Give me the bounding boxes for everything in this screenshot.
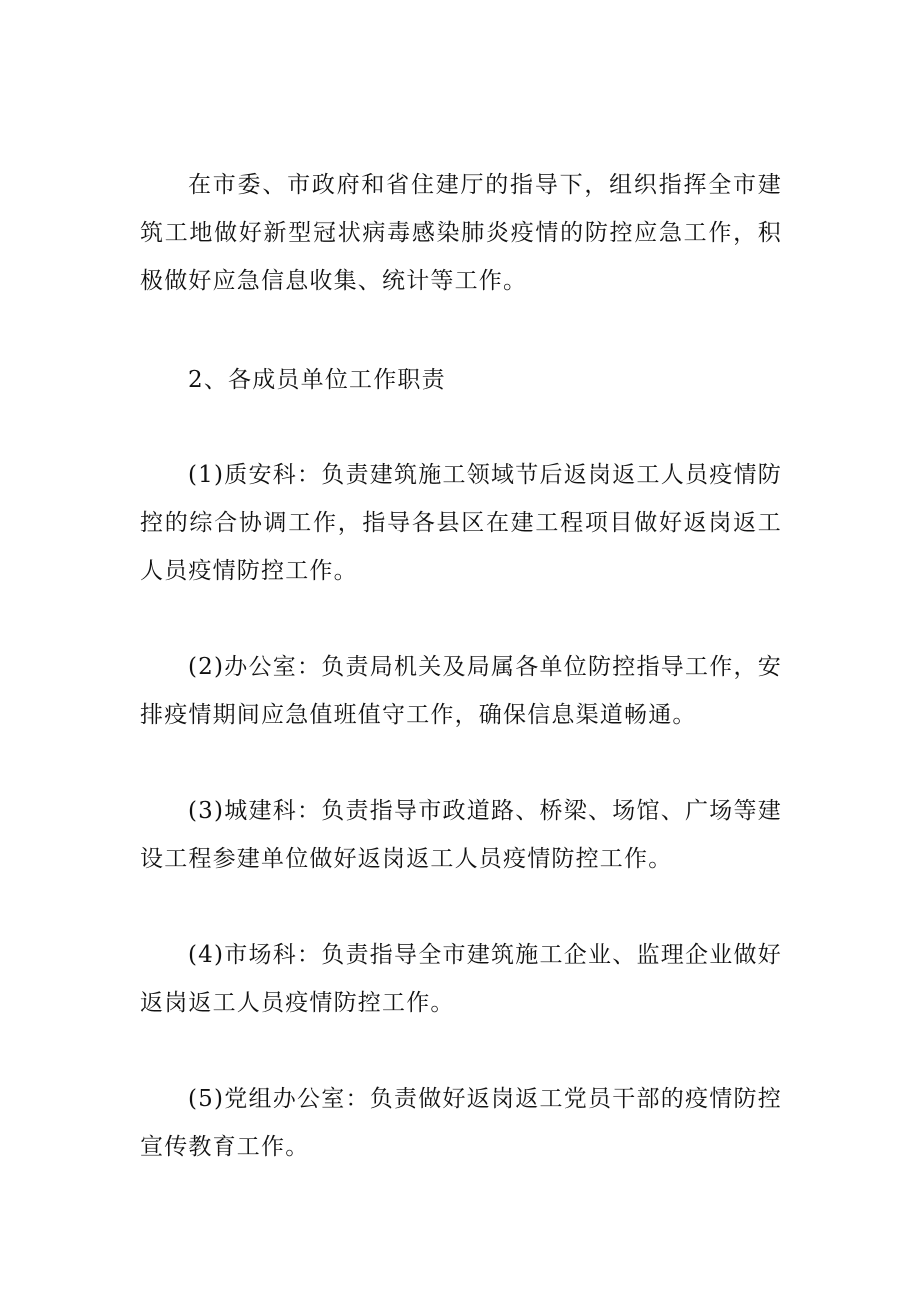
paragraph-general-office: (2)办公室：负责局机关及局属各单位防控指导工作，安排疫情期间应急值班值守工作，确保信息渠道畅通。 <box>140 654 782 728</box>
paragraph-urban-construction-dept: (3)城建科：负责指导市政道路、桥梁、场馆、广场等建设工程参建单位做好返岗返工人员疫情防控工作。 <box>140 798 782 872</box>
paragraph-party-office: (5)党组办公室：负责做好返岗返工党员干部的疫情防控宣传教育工作。 <box>140 1086 782 1160</box>
paragraph-quality-safety-dept: (1)质安科：负责建筑施工领域节后返岗返工人员疫情防控的综合协调工作，指导各县区在建工程项目做好返岗返工人员疫情防控工作。 <box>140 462 782 584</box>
paragraph-general-duty: 在市委、市政府和省住建厅的指导下，组织指挥全市建筑工地做好新型冠状病毒感染肺炎疫情的防控应急工作，积极做好应急信息收集、统计等工作。 <box>140 172 782 294</box>
paragraph-market-dept: (4)市场科：负责指导全市建筑施工企业、监理企业做好返岗返工人员疫情防控工作。 <box>140 942 782 1016</box>
section-heading-member-duties: 2、各成员单位工作职责 <box>188 367 446 393</box>
